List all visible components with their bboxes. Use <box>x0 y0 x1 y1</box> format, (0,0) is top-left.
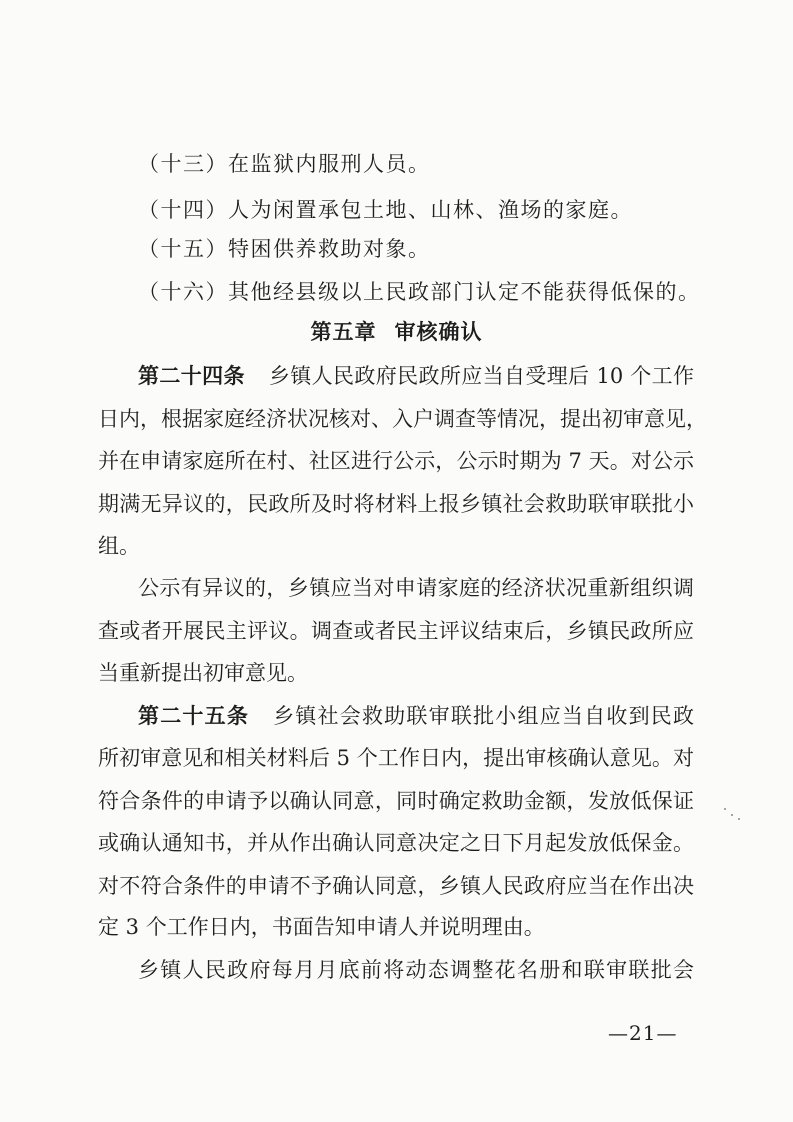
article-24-line-5: 组。 <box>98 534 140 558</box>
article-25-line-4: 或确认通知书，并从作出确认同意决定之日下月起发放低保金。 <box>98 831 694 855</box>
article-25-line-5: 对不符合条件的申请不予确认同意，乡镇人民政府应当在作出决 <box>98 874 694 898</box>
list-item-15: （十五）特困供养救助对象。 <box>138 237 431 261</box>
article-25-line-3: 符合条件的申请予以确认同意，同时确定救助金额，发放低保证 <box>98 789 694 813</box>
monthly-line-1: 乡镇人民政府每月月底前将动态调整花名册和联审联批会 <box>138 958 694 982</box>
chapter-heading <box>0 318 793 346</box>
article-25-line-2: 所初审意见和相关材料后 5 个工作日内，提出审核确认意见。对 <box>98 746 694 770</box>
list-item-14: （十四）人为闲置承包土地、山林、渔场的家庭。 <box>138 198 633 222</box>
chapter-number: 第五章 <box>310 320 377 344</box>
list-item-13: （十三）在监狱内服刑人员。 <box>138 152 431 176</box>
article-25-text-1: 乡镇社会救助联审联批小组应当自收到民政 <box>273 704 695 728</box>
article-24-line-1 <box>138 362 694 390</box>
article-25-label: 第二十五条 <box>138 704 250 728</box>
scan-speck <box>731 814 733 816</box>
scan-speck <box>724 808 726 810</box>
article-24-line-4: 期满无异议的，民政所及时将材料上报乡镇社会救助联审联批小 <box>98 492 694 516</box>
objection-line-2: 查或者开展民主评议。调查或者民主评议结束后，乡镇民政所应 <box>98 619 694 643</box>
article-24-label: 第二十四条 <box>138 364 245 388</box>
article-25-line-1 <box>138 702 694 730</box>
page-number: —21— <box>608 1021 678 1045</box>
article-24-line-2: 日内，根据家庭经济状况核对、入户调查等情况，提出初审意见， <box>98 407 707 431</box>
scan-speck <box>738 818 740 820</box>
objection-line-3: 当重新提出初审意见。 <box>98 661 308 685</box>
chapter-title: 审核确认 <box>394 320 483 344</box>
article-24-line-3: 并在申请家庭所在村、社区进行公示，公示时期为 7 天。对公示 <box>98 449 694 473</box>
article-25-line-6: 定 3 个工作日内，书面告知申请人并说明理由。 <box>98 915 545 939</box>
article-24-text-1: 乡镇人民政府民政所应当自受理后 10 个工作 <box>268 364 694 388</box>
list-item-16: （十六）其他经县级以上民政部门认定不能获得低保的。 <box>138 280 701 304</box>
objection-line-1: 公示有异议的，乡镇应当对申请家庭的经济状况重新组织调 <box>138 576 694 600</box>
